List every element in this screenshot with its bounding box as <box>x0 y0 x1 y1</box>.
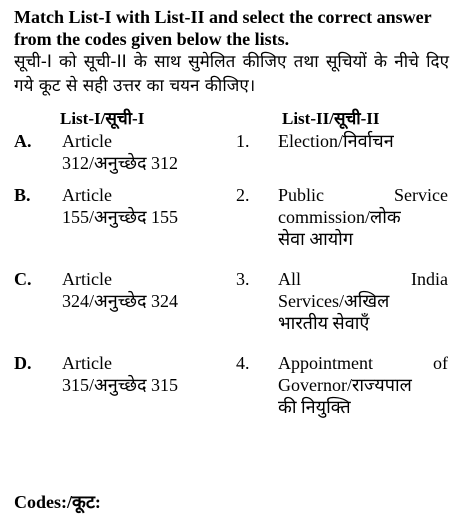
row-number: 4. <box>236 353 250 373</box>
list2-item: Public Service commission/लोक सेवा आयोग <box>278 185 448 249</box>
list1-header: List-I/सूची-I <box>60 109 145 128</box>
row-letter: B. <box>14 185 31 205</box>
row-number: 1. <box>236 131 250 151</box>
list2-header: List-II/सूची-II <box>282 109 380 128</box>
row-letter: A. <box>14 131 32 151</box>
list-headers <box>14 104 449 130</box>
row-letter: C. <box>14 269 32 289</box>
question-english: Match List-I with List-II and select the correct answer from the codes given below the lists. <box>14 7 432 49</box>
list1-item: Article 155/अनुच्छेद 155 <box>62 185 179 227</box>
question-block <box>14 6 449 512</box>
codes-label: Codes:/कूट: <box>14 492 101 512</box>
match-row-d <box>14 352 449 432</box>
list1-item: Article 312/अनुच्छेद 312 <box>62 131 179 173</box>
list1-item: Article 324/अनुच्छेद 324 <box>62 269 179 311</box>
row-letter: D. <box>14 353 32 373</box>
list2-item: Appointment of Governor/राज्यपाल की नियुक्ति <box>278 353 448 417</box>
list2-item: Election/निर्वाचन <box>278 131 394 151</box>
list1-item: Article 315/अनुच्छेद 315 <box>62 353 179 395</box>
match-row-b <box>14 184 449 268</box>
question-hindi: सूची-I को सूची-II के साथ सुमेलित कीजिए तथा सूचियों के नीचे दिए गये कूट से सही उत्तर का चयन कीजिए। <box>14 52 449 96</box>
match-row-a <box>14 130 449 184</box>
row-number: 3. <box>236 269 250 289</box>
list2-item: All India Services/अखिल भारतीय सेवाएँ <box>278 269 448 333</box>
match-row-c <box>14 268 449 352</box>
row-number: 2. <box>236 185 250 205</box>
